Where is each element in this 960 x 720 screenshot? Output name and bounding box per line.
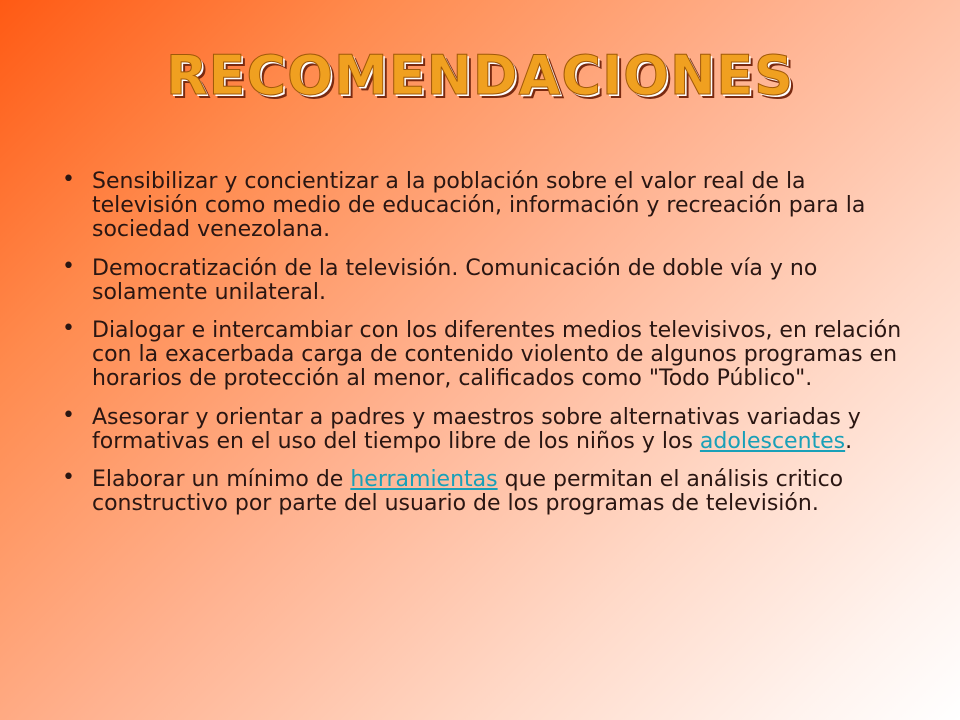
slide-title: RECOMENDACIONES [165,44,795,107]
bullet-text-after: . [845,428,853,454]
bullet-icon: • [62,315,75,341]
bullet-text-before: Asesorar y orientar a padres y maestros sobre alternativas variadas y formativas en el uso del tiempo libre de los niños y los [92,404,861,454]
list-item [62,253,912,305]
bullet-icon: • [62,402,75,428]
bullet-text: Sensibilizar y concientizar a la población sobre el valor real de la televisión como medio de educación, información y recreación para la sociedad venezolana. [92,169,866,243]
bullet-text-before: Elaborar un mínimo de [92,466,351,492]
list-item [62,464,912,517]
bullet-icon: • [62,253,75,279]
adolescentes-link[interactable]: adolescentes [699,428,846,454]
list-item [62,315,912,392]
bullet-icon: • [62,167,75,192]
list-item [62,167,912,243]
herramientas-link[interactable]: herramientas [350,466,498,492]
bullet-text [92,467,843,516]
bullet-text: Dialogar e intercambiar con los diferentes medios televisivos, en relación con la exacerbada carga de contenido violento de algunos programas en horarios de protección al menor, calificados como "Todo Público". [92,317,902,392]
bullet-text-after: que permitan el análisis critico constructivo por parte del usuario de los programas de televisión. [92,466,844,517]
bullet-text [92,405,861,454]
bullet-text: Democratización de la televisión. Comunicación de doble vía y no solamente unilateral. [92,255,818,305]
recommendations-list [62,167,912,530]
bullet-icon: • [62,464,75,490]
list-item [62,402,912,454]
